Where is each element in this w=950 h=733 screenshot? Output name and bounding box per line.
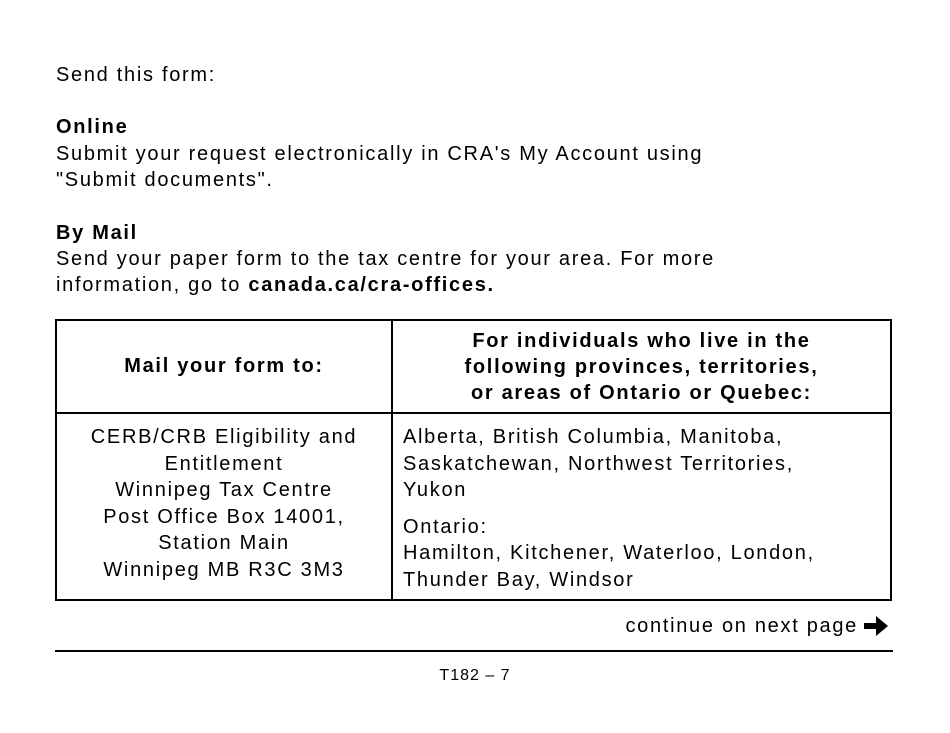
continue-text: continue on next page <box>625 614 858 637</box>
address-line: Station Main <box>158 532 290 554</box>
mailing-table <box>55 319 892 601</box>
online-text-line-1: Submit your request electronically in CRA's My Account using <box>56 143 704 165</box>
address-line: Winnipeg MB R3C 3M3 <box>103 558 345 581</box>
header-line: following provinces, territories, <box>464 355 819 378</box>
mail-text-line-1: Send your paper form to the tax centre for your area. For more <box>56 248 715 270</box>
ontario-label: Ontario: <box>403 515 488 538</box>
address-line: Post Office Box 14001, <box>103 505 345 528</box>
mail-text-line-2 <box>56 272 495 298</box>
online-text-line-2: "Submit documents". <box>56 169 274 191</box>
ontario-area-line: Hamilton, Kitchener, Waterloo, London, <box>403 542 815 564</box>
header-mail-to: Mail your form to: <box>56 320 392 413</box>
table-header-row <box>56 320 891 413</box>
footer-divider <box>55 650 893 652</box>
arrow-right-icon <box>862 614 890 638</box>
header-line: or areas of Ontario or Quebec: <box>470 381 813 404</box>
province-line: Saskatchewan, Northwest Territories, <box>403 452 794 475</box>
cra-offices-link[interactable]: canada.ca/cra-offices. <box>248 274 495 296</box>
address-line: Entitlement <box>164 452 284 475</box>
mail-heading: By Mail <box>56 222 138 244</box>
table-row <box>56 413 891 600</box>
address-line: Winnipeg Tax Centre <box>115 479 333 501</box>
online-heading: Online <box>56 116 129 138</box>
ontario-area-line: Thunder Bay, Windsor <box>403 568 635 591</box>
continue-next-page <box>625 614 890 638</box>
tax-centre-address <box>56 413 392 600</box>
header-line: For individuals who live in the <box>472 329 811 352</box>
areas-served <box>392 413 891 600</box>
province-line: Yukon <box>403 479 468 501</box>
intro-text: Send this form: <box>56 64 217 86</box>
header-individuals <box>392 320 891 413</box>
address-line: CERB/CRB Eligibility and <box>90 426 358 448</box>
mail-text-prefix: information, go to <box>56 274 249 296</box>
province-line: Alberta, British Columbia, Manitoba, <box>403 426 784 448</box>
page-number: T182 – 7 <box>439 667 511 684</box>
